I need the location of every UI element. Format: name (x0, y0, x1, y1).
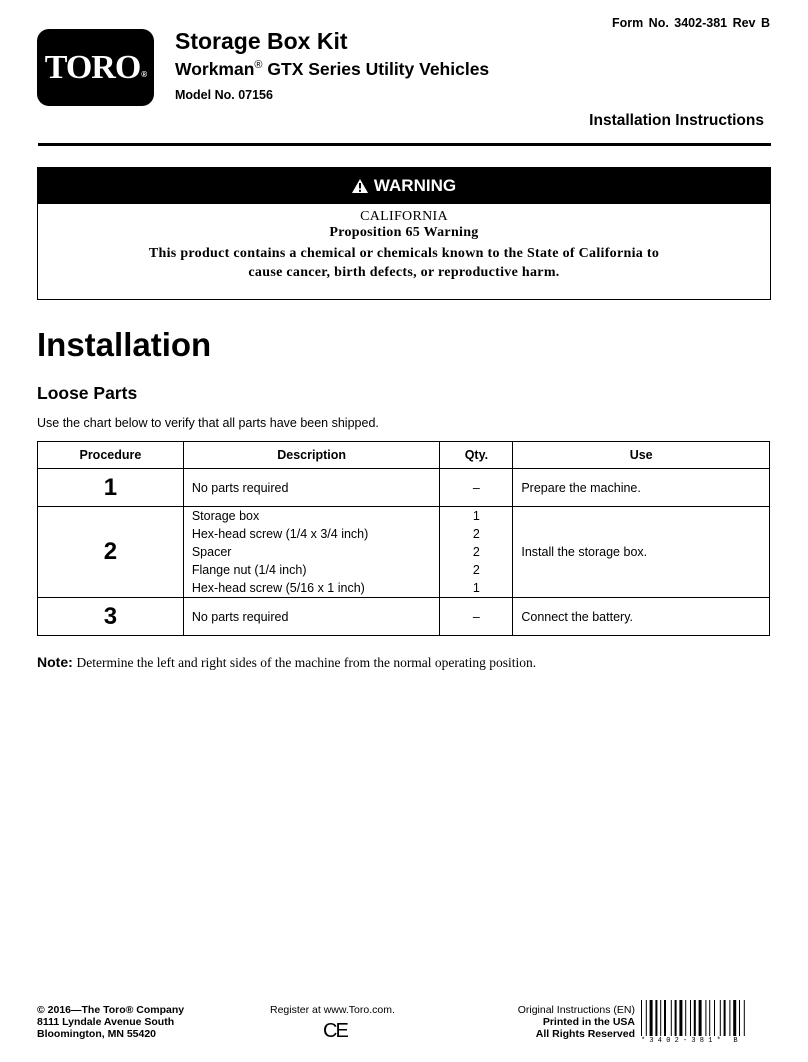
model-number: Model No. 07156 (175, 88, 273, 102)
warning-text-line: cause cancer, birth defects, or reproductive harm. (248, 265, 560, 280)
logo-registered-mark: ® (141, 70, 147, 79)
description-item: Storage box (191, 509, 260, 523)
description-cell (183, 507, 440, 598)
warning-label: WARNING (373, 176, 457, 195)
footer-rights (518, 1004, 635, 1040)
header-qty: Qty. (440, 442, 513, 469)
warning-box (37, 167, 771, 300)
warning-body (38, 209, 770, 282)
table-row (38, 598, 770, 636)
footer-city: Bloomington, MN 55420 (37, 1028, 157, 1040)
procedure-number: 2 (38, 507, 184, 598)
subtitle-registered-mark: ® (254, 59, 263, 72)
qty-value: 1 (472, 581, 480, 595)
subtitle-brand: Workman (175, 59, 255, 79)
footer-printed: Printed in the USA (542, 1016, 635, 1028)
procedure-number: 3 (38, 598, 184, 636)
description-item: No parts required (191, 609, 289, 624)
document-type: Installation Instructions (589, 112, 764, 129)
warning-proposition: Proposition 65 Warning (329, 225, 479, 240)
barcode-icon (641, 1000, 771, 1036)
footer-company-address (37, 1004, 184, 1040)
qty-value: 2 (472, 563, 480, 577)
barcode-text: *3402-381* B (641, 1037, 742, 1045)
header-description: Description (183, 442, 440, 469)
form-number: Form No. 3402-381 Rev B (611, 16, 770, 30)
toro-logo (37, 29, 154, 106)
footer-street: 8111 Lyndale Avenue South (37, 1016, 175, 1028)
warning-text (38, 244, 770, 282)
qty-value: – (472, 609, 480, 624)
document-title: Storage Box Kit (175, 28, 348, 54)
description-item: Flange nut (1/4 inch) (191, 563, 307, 577)
note-label: Note: (37, 654, 73, 670)
warning-triangle-icon (352, 179, 368, 193)
subtitle-series: GTX Series Utility Vehicles (262, 59, 490, 79)
ce-mark: CE (323, 1020, 347, 1042)
description-cell (183, 598, 440, 636)
use-cell: Prepare the machine. (513, 469, 770, 507)
qty-value: – (472, 480, 480, 495)
loose-parts-table (37, 441, 770, 636)
qty-value: 2 (472, 527, 480, 541)
header-procedure: Procedure (38, 442, 184, 469)
subsection-heading: Loose Parts (37, 383, 138, 403)
intro-text: Use the chart below to verify that all parts have been shipped. (37, 416, 379, 430)
qty-value: 1 (472, 509, 480, 523)
description-item: Hex-head screw (5/16 x 1 inch) (191, 581, 365, 595)
qty-value: 2 (472, 545, 480, 559)
qty-cell (440, 598, 513, 636)
use-cell: Connect the battery. (513, 598, 770, 636)
footer-register: Register at www.Toro.com. (270, 1004, 395, 1016)
table-row (38, 507, 770, 598)
table-header-row (38, 442, 770, 469)
logo-text: TORO (44, 48, 141, 86)
section-heading: Installation (37, 326, 212, 363)
table-row (38, 469, 770, 507)
warning-text-line: This product contains a chemical or chemicals known to the State of California to (148, 246, 660, 261)
use-cell: Install the storage box. (513, 507, 770, 598)
document-subtitle (175, 59, 489, 80)
warning-header (38, 168, 770, 204)
header-divider (38, 143, 771, 146)
footer-copyright: © 2016—The Toro® Company (37, 1004, 185, 1016)
footer-reserved: All Rights Reserved (535, 1028, 635, 1040)
qty-cell (440, 469, 513, 507)
note (37, 654, 536, 671)
header-use: Use (513, 442, 770, 469)
description-cell (183, 469, 440, 507)
footer-original-instructions: Original Instructions (EN) (517, 1004, 635, 1016)
note-text: Determine the left and right sides of the machine from the normal operating position. (76, 655, 537, 670)
description-item: Spacer (191, 545, 232, 559)
procedure-number: 1 (38, 469, 184, 507)
warning-state: CALIFORNIA (360, 209, 448, 224)
qty-cell (440, 507, 513, 598)
description-item: No parts required (191, 480, 289, 495)
description-item: Hex-head screw (1/4 x 3/4 inch) (191, 527, 369, 541)
